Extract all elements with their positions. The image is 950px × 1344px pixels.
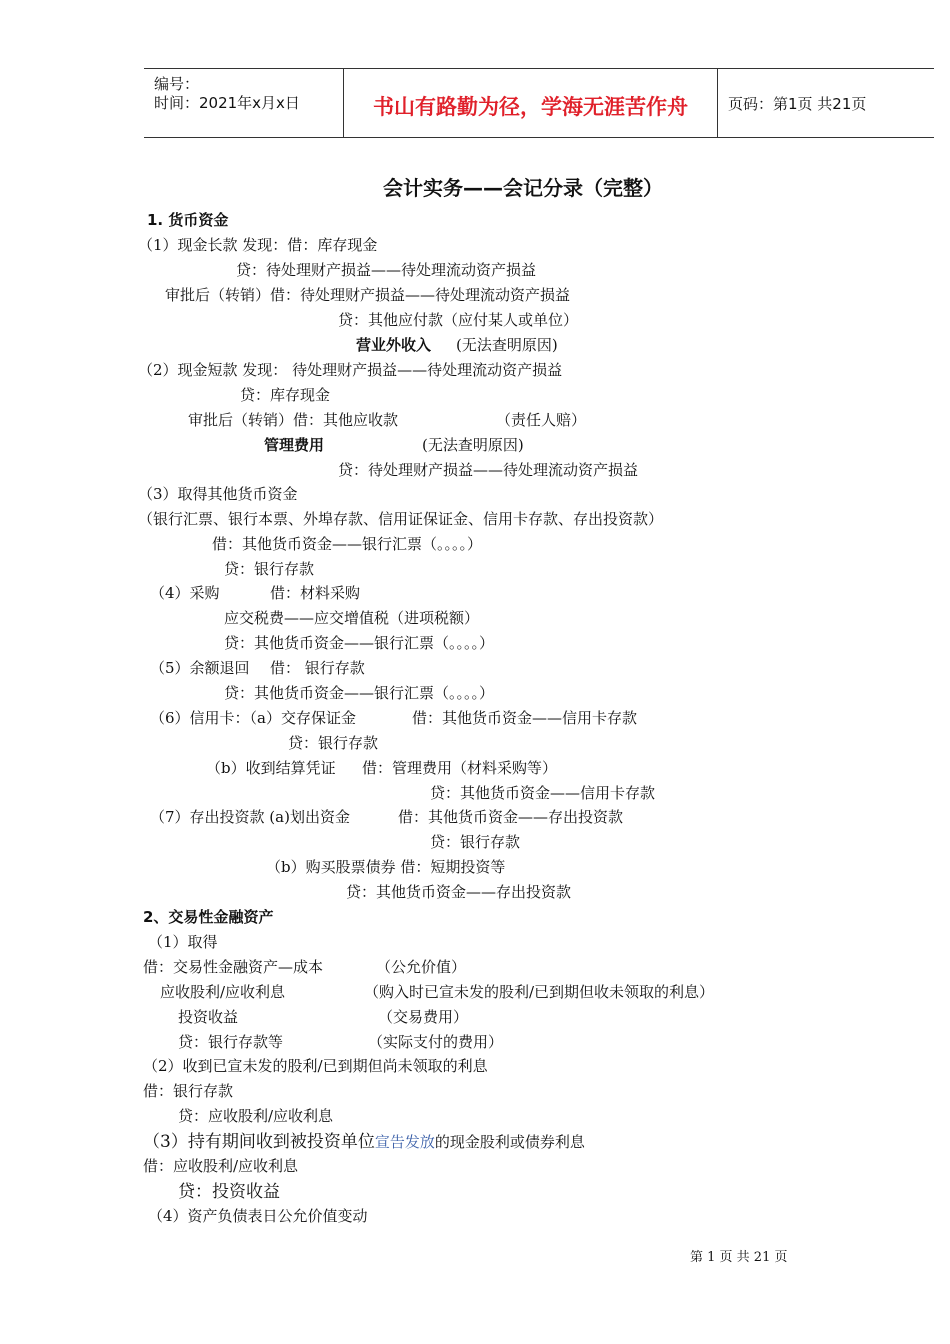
page-header bbox=[144, 68, 934, 138]
entry-line: 借：其他货币资金——银行汇票（。。。。） bbox=[212, 535, 483, 553]
entry-line bbox=[143, 1132, 585, 1152]
document-time-label: 时间：2021年x月x日 bbox=[154, 94, 300, 112]
entry-line: 贷：其他货币资金——银行汇票（。。。。） bbox=[224, 684, 495, 702]
entry-note: (无法查明原因) bbox=[456, 336, 558, 354]
entry-line: （b）购买股票债券 借：短期投资等 bbox=[266, 858, 506, 876]
document-number-label: 编号： bbox=[154, 75, 200, 93]
entry-note: （交易费用） bbox=[378, 1008, 469, 1026]
entry-line: 贷：银行存款 bbox=[224, 560, 315, 578]
entry-line: （b）收到结算凭证 bbox=[206, 759, 336, 777]
entry-line: （3）取得其他货币资金 bbox=[138, 485, 298, 503]
entry-line: 借： 银行存款 bbox=[270, 659, 365, 677]
entry-line: 借：交易性金融资产—成本 bbox=[143, 958, 324, 976]
entry-line: 贷：库存现金 bbox=[240, 386, 331, 404]
entry-note: (无法查明原因) bbox=[422, 436, 524, 454]
entry-line: （2）收到已宣未发的股利/已到期但尚未领取的利息 bbox=[143, 1057, 488, 1075]
entry-line: （1）现金长款 发现：借：库存现金 bbox=[138, 236, 378, 254]
entry-text: （3）持有期间收到被投资单位 bbox=[143, 1132, 375, 1152]
entry-line: 贷：其他货币资金——存出投资款 bbox=[346, 883, 572, 901]
entry-line: 营业外收入 bbox=[356, 336, 432, 354]
entry-line: （2）现金短款 发现： 待处理财产损益——待处理流动资产损益 bbox=[138, 361, 563, 379]
entry-line: 贷：应收股利/应收利息 bbox=[178, 1107, 334, 1125]
entry-note: （公允价值） bbox=[376, 958, 467, 976]
entry-line: 借：其他货币资金——信用卡存款 bbox=[412, 709, 638, 727]
header-motto: 书山有路勤为径，学海无涯苦作舟 bbox=[373, 95, 688, 119]
entry-line: 借：其他货币资金——存出投资款 bbox=[398, 808, 624, 826]
page-footer: 第 1 页 共 21 页 bbox=[690, 1250, 788, 1265]
entry-note: （购入时已宣未发的股利/已到期但收未领取的利息） bbox=[364, 983, 715, 1001]
entry-line: 应交税费——应交增值税（进项税额） bbox=[224, 609, 480, 627]
entry-line: 贷：其他应付款（应付某人或单位） bbox=[338, 311, 579, 329]
document-title: 会计实务——会记分录（完整） bbox=[383, 176, 663, 200]
entry-line: 应收股利/应收利息 bbox=[160, 983, 286, 1001]
entry-line: 审批后（转销）借：待处理财产损益——待处理流动资产损益 bbox=[165, 286, 571, 304]
entry-line: 管理费用 bbox=[264, 436, 325, 454]
entry-line: （6）信用卡：（a）交存保证金 bbox=[150, 709, 356, 727]
entry-line: （7）存出投资款 (a)划出资金 bbox=[150, 808, 350, 826]
entry-line: （4）采购 bbox=[150, 584, 220, 602]
header-page-cell bbox=[718, 69, 934, 137]
entry-text: 的现金股利或债券利息 bbox=[434, 1133, 585, 1151]
entry-line: 贷：其他货币资金——信用卡存款 bbox=[430, 784, 656, 802]
entry-line: 贷：银行存款 bbox=[288, 734, 379, 752]
entry-line: 借：管理费用（材料采购等） bbox=[362, 759, 558, 777]
entry-line: 借：应收股利/应收利息 bbox=[143, 1157, 299, 1175]
header-motto-cell bbox=[344, 69, 718, 137]
entry-line: 投资收益 bbox=[178, 1008, 239, 1026]
entry-line: （1）取得 bbox=[148, 933, 218, 951]
entry-line: 审批后（转销）借：其他应收款 bbox=[188, 411, 399, 429]
entry-highlight: 宣告发放 bbox=[374, 1133, 435, 1151]
entry-line: 借：材料采购 bbox=[270, 584, 361, 602]
entry-line: （4）资产负债表日公允价值变动 bbox=[148, 1207, 368, 1225]
entry-line: 贷：待处理财产损益——待处理流动资产损益 bbox=[236, 261, 537, 279]
entry-line: 贷：其他货币资金——银行汇票（。。。。） bbox=[224, 634, 495, 652]
header-page-number: 页码：第1页 共21页 bbox=[728, 95, 867, 113]
entry-line: （银行汇票、银行本票、外埠存款、信用证保证金、信用卡存款、存出投资款） bbox=[138, 510, 664, 528]
entry-line: 贷：银行存款 bbox=[430, 833, 521, 851]
section-heading: 2、交易性金融资产 bbox=[143, 908, 274, 926]
entry-note: （责任人赔） bbox=[496, 411, 587, 429]
section-heading: 1. 货币资金 bbox=[147, 211, 229, 229]
entry-line: （5）余额退回 bbox=[150, 659, 250, 677]
entry-note: （实际支付的费用） bbox=[368, 1033, 504, 1051]
entry-line: 贷：待处理财产损益——待处理流动资产损益 bbox=[338, 461, 639, 479]
entry-line: 贷：银行存款等 bbox=[178, 1033, 284, 1051]
entry-line: 贷：投资收益 bbox=[178, 1182, 280, 1202]
header-info-cell bbox=[144, 69, 344, 137]
entry-line: 借：银行存款 bbox=[143, 1082, 234, 1100]
